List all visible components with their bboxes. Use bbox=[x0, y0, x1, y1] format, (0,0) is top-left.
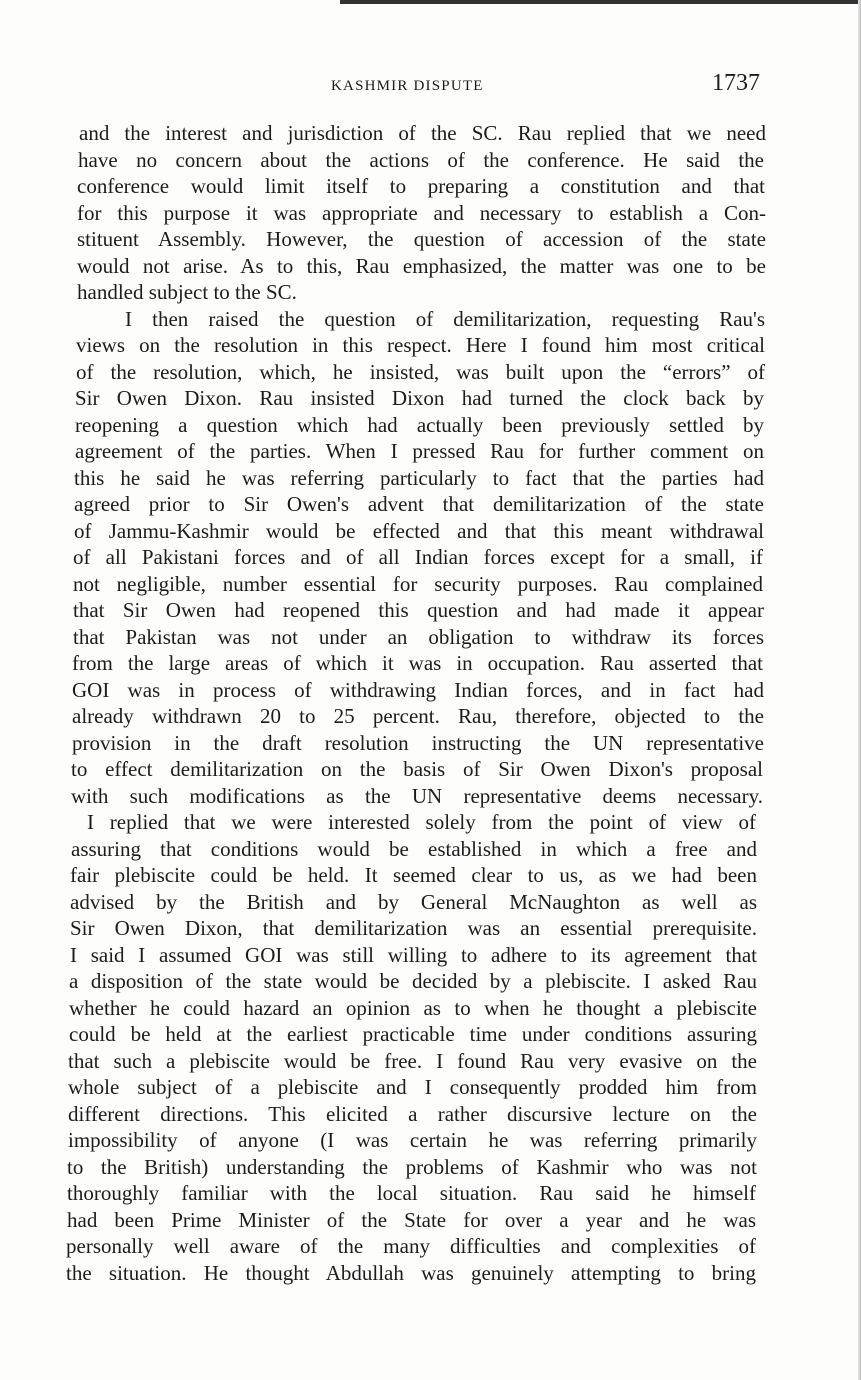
text-line: whole subject of a plebiscite and I consequently prodded him from bbox=[68, 1075, 757, 1099]
page-number: 1737 bbox=[712, 70, 760, 96]
text-line: with such modifications as the UN representative deems necessary. bbox=[71, 783, 763, 808]
text-line: handled subject to the SC. bbox=[77, 280, 297, 304]
text-line: views on the resolution in this respect. Here I found him most critical bbox=[76, 333, 765, 357]
text-line: could be held at the earliest practicable time under conditions assuring bbox=[69, 1022, 757, 1046]
text-line: and the interest and jurisdiction of the SC. Rau replied that we need bbox=[79, 121, 766, 145]
text-line: impossibility of anyone (I was certain he was referring primarily bbox=[68, 1128, 757, 1152]
text-line: a disposition of the state would be decided by a plebiscite. I asked Rau bbox=[69, 969, 757, 993]
text-line: stituent Assembly. However, the question of accession of the state bbox=[77, 227, 766, 251]
running-head: KASHMIR DISPUTE bbox=[331, 78, 484, 94]
top-edge-rule bbox=[340, 0, 861, 4]
text-line: not negligible, number essential for security purposes. Rau complained bbox=[73, 571, 763, 596]
text-line: advised by the British and by General McNaughton as well as bbox=[70, 889, 757, 914]
text-line: personally well aware of the many difficulties and complexities of bbox=[66, 1234, 756, 1258]
text-line: for this purpose it was appropriate and necessary to establish a Con- bbox=[77, 200, 766, 225]
text-line: I said I assumed GOI was still willing to adhere to its agreement that bbox=[70, 942, 757, 967]
text-line: to effect demilitarization on the basis of Sir Owen Dixon's proposal bbox=[71, 757, 763, 781]
text-line: reopening a question which had actually been previously settled by bbox=[75, 412, 764, 437]
text-line: provision in the draft resolution instructing the UN representative bbox=[72, 730, 764, 755]
text-line: to the British) understanding the problems of Kashmir who was not bbox=[67, 1154, 757, 1179]
text-line: GOI was in process of withdrawing Indian forces, and in fact had bbox=[72, 677, 764, 702]
text-line: that Pakistan was not under an obligation to withdraw its forces bbox=[73, 624, 764, 649]
text-line: already withdrawn 20 to 25 percent. Rau, therefore, objected to the bbox=[72, 704, 764, 728]
text-line: the situation. He thought Abdullah was genuinely attempting to bring bbox=[66, 1260, 756, 1285]
body-text bbox=[66, 120, 766, 1286]
text-line: of the resolution, which, he insisted, was built upon the “errors” of bbox=[76, 359, 765, 384]
text-line: that such a plebiscite would be free. I found Rau very evasive on the bbox=[68, 1048, 757, 1073]
text-line: Sir Owen Dixon, that demilitarization was an essential prerequisite. bbox=[70, 916, 757, 940]
text-line: had been Prime Minister of the State for over a year and he was bbox=[67, 1207, 756, 1232]
text-line: whether he could hazard an opinion as to when he thought a plebiscite bbox=[69, 995, 757, 1020]
text-line: agreed prior to Sir Owen's advent that demilitarization of the state bbox=[74, 492, 764, 516]
text-line: agreement of the parties. When I pressed Rau for further comment on bbox=[75, 439, 764, 463]
text-line: would not arise. As to this, Rau emphasized, the matter was one to be bbox=[77, 253, 766, 278]
text-line: different directions. This elicited a rather discursive lecture on the bbox=[68, 1101, 757, 1126]
text-line: have no concern about the actions of the conference. He said the bbox=[78, 147, 764, 172]
text-line: conference would limit itself to preparing a constitution and that bbox=[77, 174, 765, 198]
paragraph-start-line: I then raised the question of demilitarization, requesting Rau's bbox=[125, 306, 765, 331]
text-line: of all Pakistani forces and of all Indian forces except for a small, if bbox=[73, 545, 763, 569]
text-line: that Sir Owen had reopened this question and had made it appear bbox=[73, 598, 764, 622]
text-line: from the large areas of which it was in occupation. Rau asserted that bbox=[72, 651, 763, 675]
text-line: assuring that conditions would be established in which a free and bbox=[71, 836, 757, 861]
text-line: Sir Owen Dixon. Rau insisted Dixon had turned the clock back by bbox=[75, 386, 764, 410]
text-line: fair plebiscite could be held. It seemed clear to us, as we had been bbox=[70, 863, 757, 887]
paragraph-start-line: I replied that we were interested solely from the point of view of bbox=[87, 810, 756, 834]
text-line: of Jammu-Kashmir would be effected and that this meant withdrawal bbox=[74, 518, 764, 543]
text-line: thoroughly familiar with the local situation. Rau said he himself bbox=[67, 1181, 756, 1205]
text-line: this he said he was referring particularly to fact that the parties had bbox=[74, 465, 764, 490]
